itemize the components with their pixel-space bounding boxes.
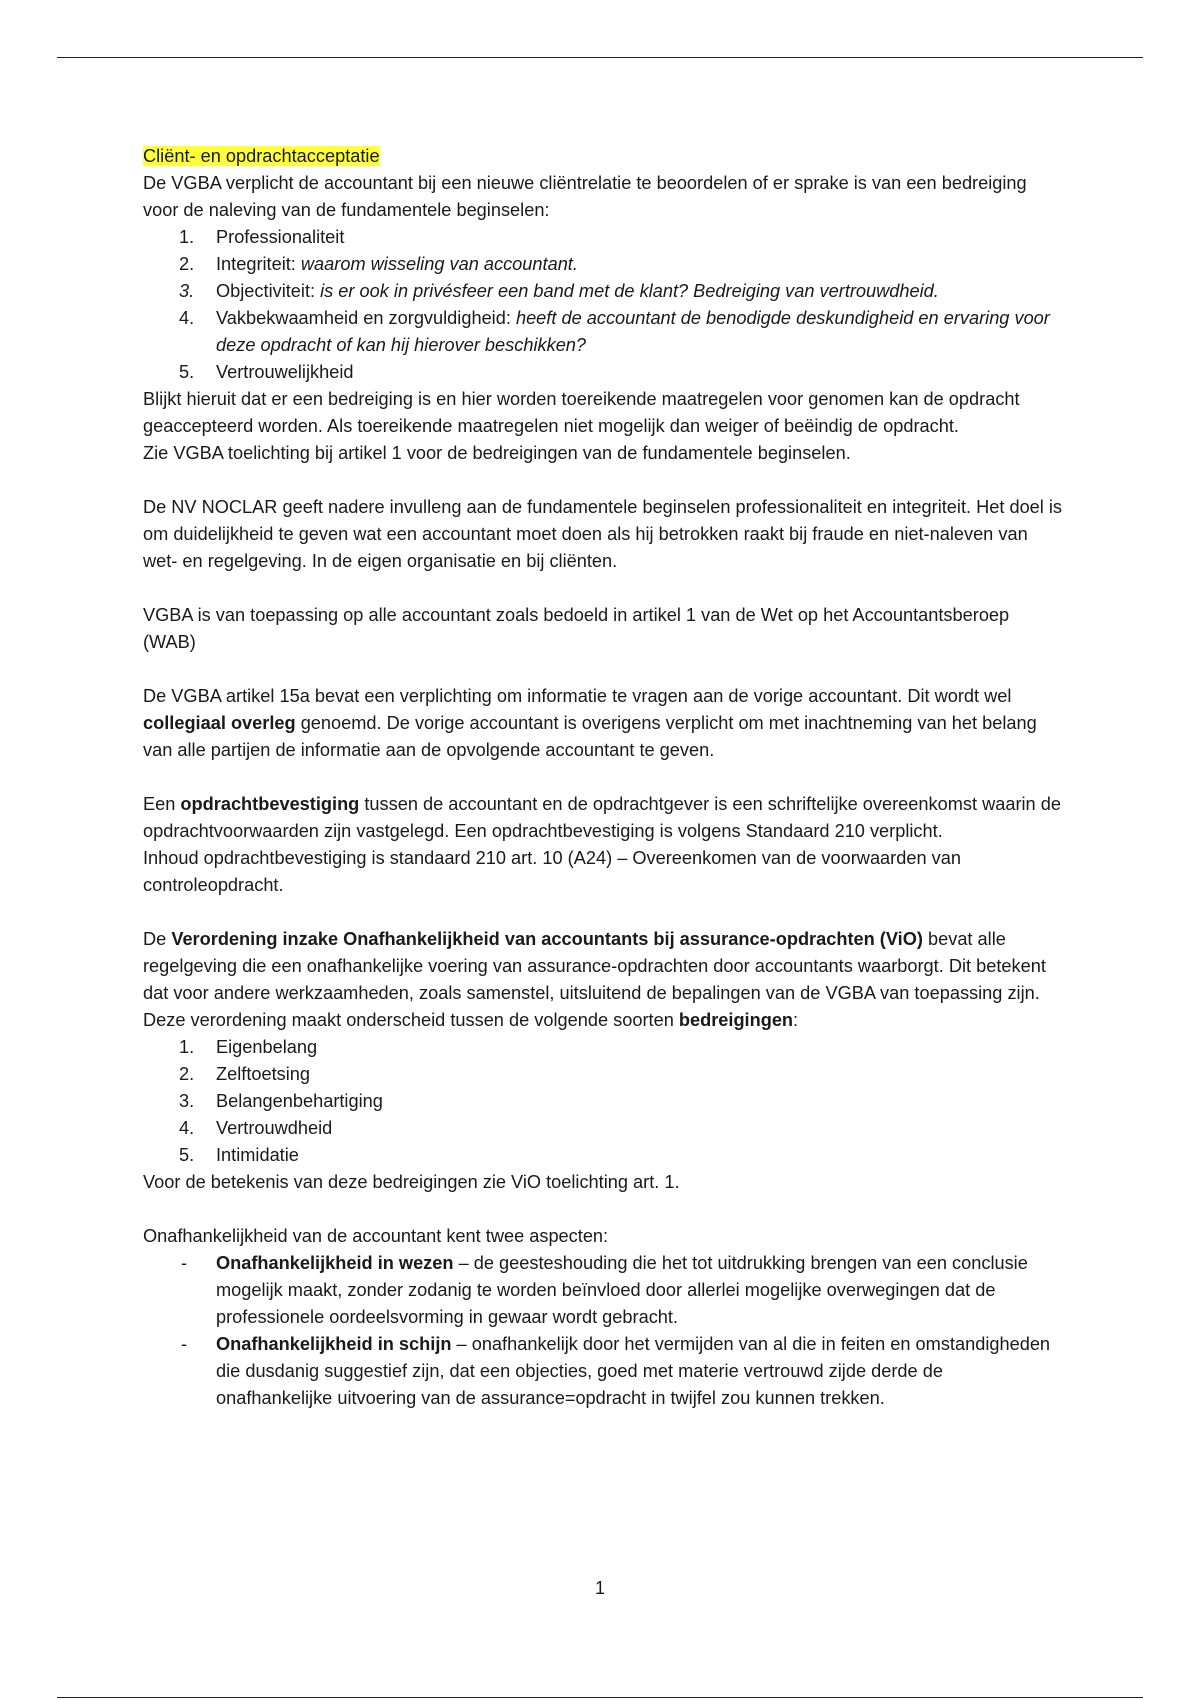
aspects-intro: Onafhankelijkheid van de accountant kent twee aspecten:: [143, 1226, 609, 1246]
intro-paragraph: De VGBA verplicht de accountant bij een nieuwe cliëntrelatie te beoordelen of er sprake is van een bedreiging voor de naleving van de fundamentele beginselen:: [143, 173, 1027, 220]
wab-paragraph: VGBA is van toepassing op alle accountant zoals bedoeld in artikel 1 van de Wet op het Accountantsberoep (WAB): [143, 605, 1010, 652]
list-item: 3. Belangenbehartiging: [179, 1091, 383, 1111]
threats-meaning: Voor de betekenis van deze bedreigingen zie ViO toelichting art. 1.: [143, 1172, 680, 1192]
list-item: 2. Zelftoetsing: [179, 1064, 311, 1084]
threats-list: [143, 1034, 1063, 1169]
list-item: 4. Vertrouwdheid: [179, 1118, 333, 1138]
list-item: - Onafhankelijkheid in schijn – onafhankelijk door het vermijden van al die in feiten en omstandigheden die dusdanig suggestief zijn, dat een objecties, goed met materie vertrouwd zijde derde de onafhankelijke uitvoering van de assurance=opdracht in twijfel zou kunnen trekken.: [181, 1334, 1051, 1408]
list-item: 4. Vakbekwaamheid en zorgvuldigheid: heeft de accountant de benodigde deskundigheid en ervaring voor deze opdracht of kan hij hierover beschikken?: [179, 308, 1050, 355]
list-item: 1. Eigenbelang: [179, 1037, 318, 1057]
page-number: 1: [594, 1578, 605, 1598]
threats-intro: Deze verordening maakt onderscheid tussen de volgende soorten bedreigingen:: [143, 1010, 799, 1030]
document-page: [143, 143, 1063, 1412]
noclar-paragraph: De NV NOCLAR geeft nadere invulleng aan de fundamentele beginselen professionaliteit en integriteit. Het doel is om duidelijkheid te geven wat een accountant moet doen als hij betrokken raakt bij fraude en niet-naleven van wet- en regelgeving. In de eigen organisatie en bij cliënten.: [143, 497, 1063, 571]
measures-paragraph: Blijkt hieruit dat er een bedreiging is en hier worden toereikende maatregelen voor genomen kan de opdracht geaccepteerd worden. Als toereikende maatregelen niet mogelijk dan weiger of beëindig de opdracht.: [143, 389, 1020, 436]
see-paragraph: Zie VGBA toelichting bij artikel 1 voor de bedreigingen van de fundamentele beginselen.: [143, 443, 851, 463]
article-15a-paragraph: De VGBA artikel 15a bevat een verplichting om informatie te vragen aan de vorige accountant. Dit wordt wel collegiaal overleg genoemd. De vorige accountant is overigens verplicht om met inachtneming van het belang van alle partijen de informatie aan de opvolgende accountant te geven.: [143, 686, 1037, 760]
vio-paragraph: De Verordening inzake Onafhankelijkheid van accountants bij assurance-opdrachten (ViO) bevat alle regelgeving die een onafhankelijke voering van assurance-opdrachten door accountants waarborgt. Dit betekent dat voor andere werkzaamheden, zoals samenstel, uitsluitend de bepalingen van de VGBA van toepassing zijn.: [143, 929, 1046, 1003]
list-item: 3. Objectiviteit: is er ook in privésfeer een band met de klant? Bedreiging van vertrouwdheid.: [179, 281, 939, 301]
list-item: 5. Intimidatie: [179, 1145, 299, 1165]
aspects-list: [143, 1250, 1063, 1412]
header-rule: [57, 57, 1143, 58]
engagement-letter-paragraph: Een opdrachtbevestiging tussen de accountant en de opdrachtgever is een schriftelijke overeenkomst waarin de opdrachtvoorwaarden zijn vastgelegd. Een opdrachtbevestiging is volgens Standaard 210 verplicht.: [143, 794, 1061, 841]
list-item: - Onafhankelijkheid in wezen – de geesteshouding die het tot uitdrukking brengen van een conclusie mogelijk maakt, zonder zodanig te worden beïnvloed door allerlei mogelijke overwegingen dat de professionele oordeelsvorming in gewaar wordt gebracht.: [181, 1253, 1028, 1327]
list-item: 2. Integriteit: waarom wisseling van accountant.: [179, 254, 578, 274]
list-item: 5. Vertrouwelijkheid: [179, 362, 354, 382]
engagement-letter-content: Inhoud opdrachtbevestiging is standaard 210 art. 10 (A24) – Overeenkomen van de voorwaarden van controleopdracht.: [143, 848, 961, 895]
list-item: 1. Professionaliteit: [179, 227, 345, 247]
footer-rule: [57, 1697, 1143, 1698]
principles-list: [143, 224, 1063, 386]
section-heading: Cliënt- en opdrachtacceptatie: [143, 146, 380, 166]
